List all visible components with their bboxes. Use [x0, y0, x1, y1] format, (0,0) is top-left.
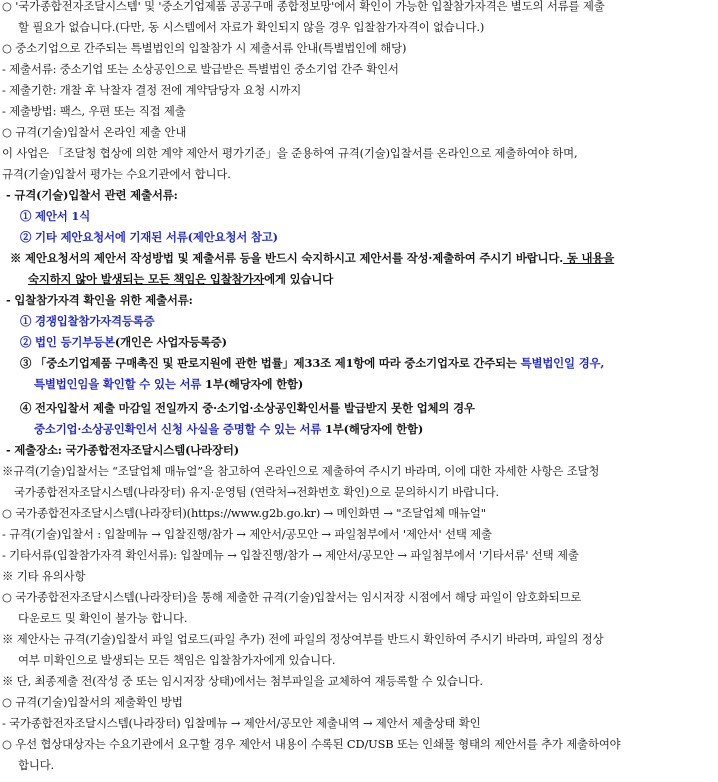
- list-item: ④ 전자입찰서 제출 마감일 전일까지 중·소기업·소상공인확인서를 발급받지 못한 업체의 경우: [20, 401, 475, 415]
- text-line: - 제출서류: 중소기업 또는 소상공인으로 발급받은 특별법인 중소기업 간주 확인서: [2, 62, 399, 76]
- text-line: ※규격(기술)입찰서는 “조달업체 매뉴얼”을 참고하여 온라인으로 제출하여 주시기 바라며, 이에 대한 자세한 사항은 조달청: [2, 464, 600, 478]
- section-heading: ※ 기타 유의사항: [2, 569, 86, 583]
- section-heading: ○ 규격(기술)입찰서 온라인 제출 안내: [2, 125, 187, 139]
- text-line: 할 필요가 없습니다.(다만, 동 시스템에서 자료가 확인되지 않을 경우 입찰참가자격이 없습니다.): [18, 20, 485, 34]
- text-line: - 제출방법: 팩스, 우편 또는 직접 제출: [2, 104, 186, 118]
- list-item: ① 경쟁입찰참가자격등록증: [20, 314, 155, 328]
- subsection-heading: - 제출장소: 국가종합전자조달시스템(나라장터): [6, 443, 239, 457]
- text-line: - 기타서류(입찰참가자격 확인서류): 입찰메뉴 → 입찰진행/참가 → 제안서/공모안 → 파일첨부에서 '기타서류' 선택 제출: [2, 548, 579, 562]
- list-item: ③ 「중소기업제품 구매촉진 및 판로지원에 관한 법률」제33조 제1항에 따라 중소기업자로 간주되는 특별법인일 경우,: [20, 356, 605, 370]
- text-line: ※ 단, 최종제출 전(작성 중 또는 임시저장 상태)에서는 첨부파일을 교체하여 재등록할 수 있습니다.: [2, 674, 483, 688]
- text-line: 국가종합전자조달시스템(나라장터) 유지·운영팀 (연락처→전화번호 확인)으로 문의하시기 바랍니다.: [14, 485, 500, 499]
- text-line: 다운로드 및 확인이 불가능 합니다.: [18, 611, 188, 625]
- list-item: 중소기업·소상공인확인서 신청 사실을 증명할 수 있는 서류 1부(해당자에 한함): [34, 422, 424, 436]
- text-line: - 국가종합전자조달시스템(나라장터) 입찰메뉴 → 제안서/공모안 제출내역 → 제안서 제출상태 확인: [2, 716, 481, 730]
- text-line: 규격(기술)입찰서 평가는 수요기관에서 합니다.: [2, 167, 231, 181]
- subsection-heading: - 입찰참가자격 확인을 위한 제출서류:: [6, 293, 193, 307]
- warning-note: 숙지하지 않아 발생되는 모든 책임은 입찰참가자에게 있습니다: [28, 272, 334, 286]
- text-line: 여부 미확인으로 발생되는 모든 책임은 입찰참가자에게 있습니다.: [18, 653, 336, 667]
- text-line: 이 사업은 「조달청 협상에 의한 계약 제안서 평가기준」을 준용하여 규격(기술)입찰서를 온라인으로 제출하여야 하며,: [2, 146, 578, 160]
- text-line: ○ 국가종합전자조달시스템(나라장터)(https://www.g2b.go.kr) → 메인화면 → "조달업체 매뉴얼": [2, 506, 486, 520]
- list-item: ② 법인 등기부등본(개인은 사업자등록증): [20, 335, 227, 349]
- subsection-heading: - 규격(기술)입찰서 관련 제출서류:: [6, 188, 178, 202]
- section-heading: ○ 중소기업으로 간주되는 특별법인의 입찰참가 시 제출서류 안내(특별법인에 해당): [2, 41, 407, 55]
- list-item: 특별법인임을 확인할 수 있는 서류 1부(해당자에 한함): [34, 377, 304, 391]
- warning-note: ※ 제안요청서의 제안서 작성방법 및 제출서류 등을 반드시 숙지하시고 제안서를 작성·제출하여 주시기 바랍니다. 동 내용을: [10, 251, 615, 265]
- text-line: - 제출기한: 개찰 후 낙찰자 결정 전에 계약담당자 요청 시까지: [2, 83, 302, 97]
- text-line: ※ 제안사는 규격(기술)입찰서 파일 업로드(파일 추가) 전에 파일의 정상여부를 반드시 확인하여 주시기 바라며, 파일의 정상: [2, 632, 604, 646]
- list-item: ② 기타 제안요청서에 기재된 서류(제안요청서 참고): [20, 230, 278, 244]
- text-line: 합니다.: [18, 758, 55, 772]
- list-item: ① 제안서 1식: [20, 209, 91, 223]
- section-heading: ○ 규격(기술)입찰서의 제출확인 방법: [2, 695, 183, 709]
- text-line: ○ 국가종합전자조달시스템(나라장터)을 통해 제출한 규격(기술)입찰서는 임시저장 시점에서 해당 파일이 암호화되므로: [2, 590, 582, 604]
- text-line: ○ '국가종합전자조달시스템' 및 '중소기업제품 공공구매 종합정보망'에서 확인이 가능한 입찰참가자격은 별도의 서류를 제출: [2, 0, 605, 13]
- text-line: ○ 우선 협상대상자는 수요기관에서 요구할 경우 제안서 내용이 수록된 CD/USB 또는 인쇄물 형태의 제안서를 추가 제출하여야: [2, 737, 621, 751]
- text-line: - 규격(기술)입찰서 : 입찰메뉴 → 입찰진행/참가 → 제안서/공모안 → 파일첨부에서 '제안서' 선택 제출: [2, 527, 492, 541]
